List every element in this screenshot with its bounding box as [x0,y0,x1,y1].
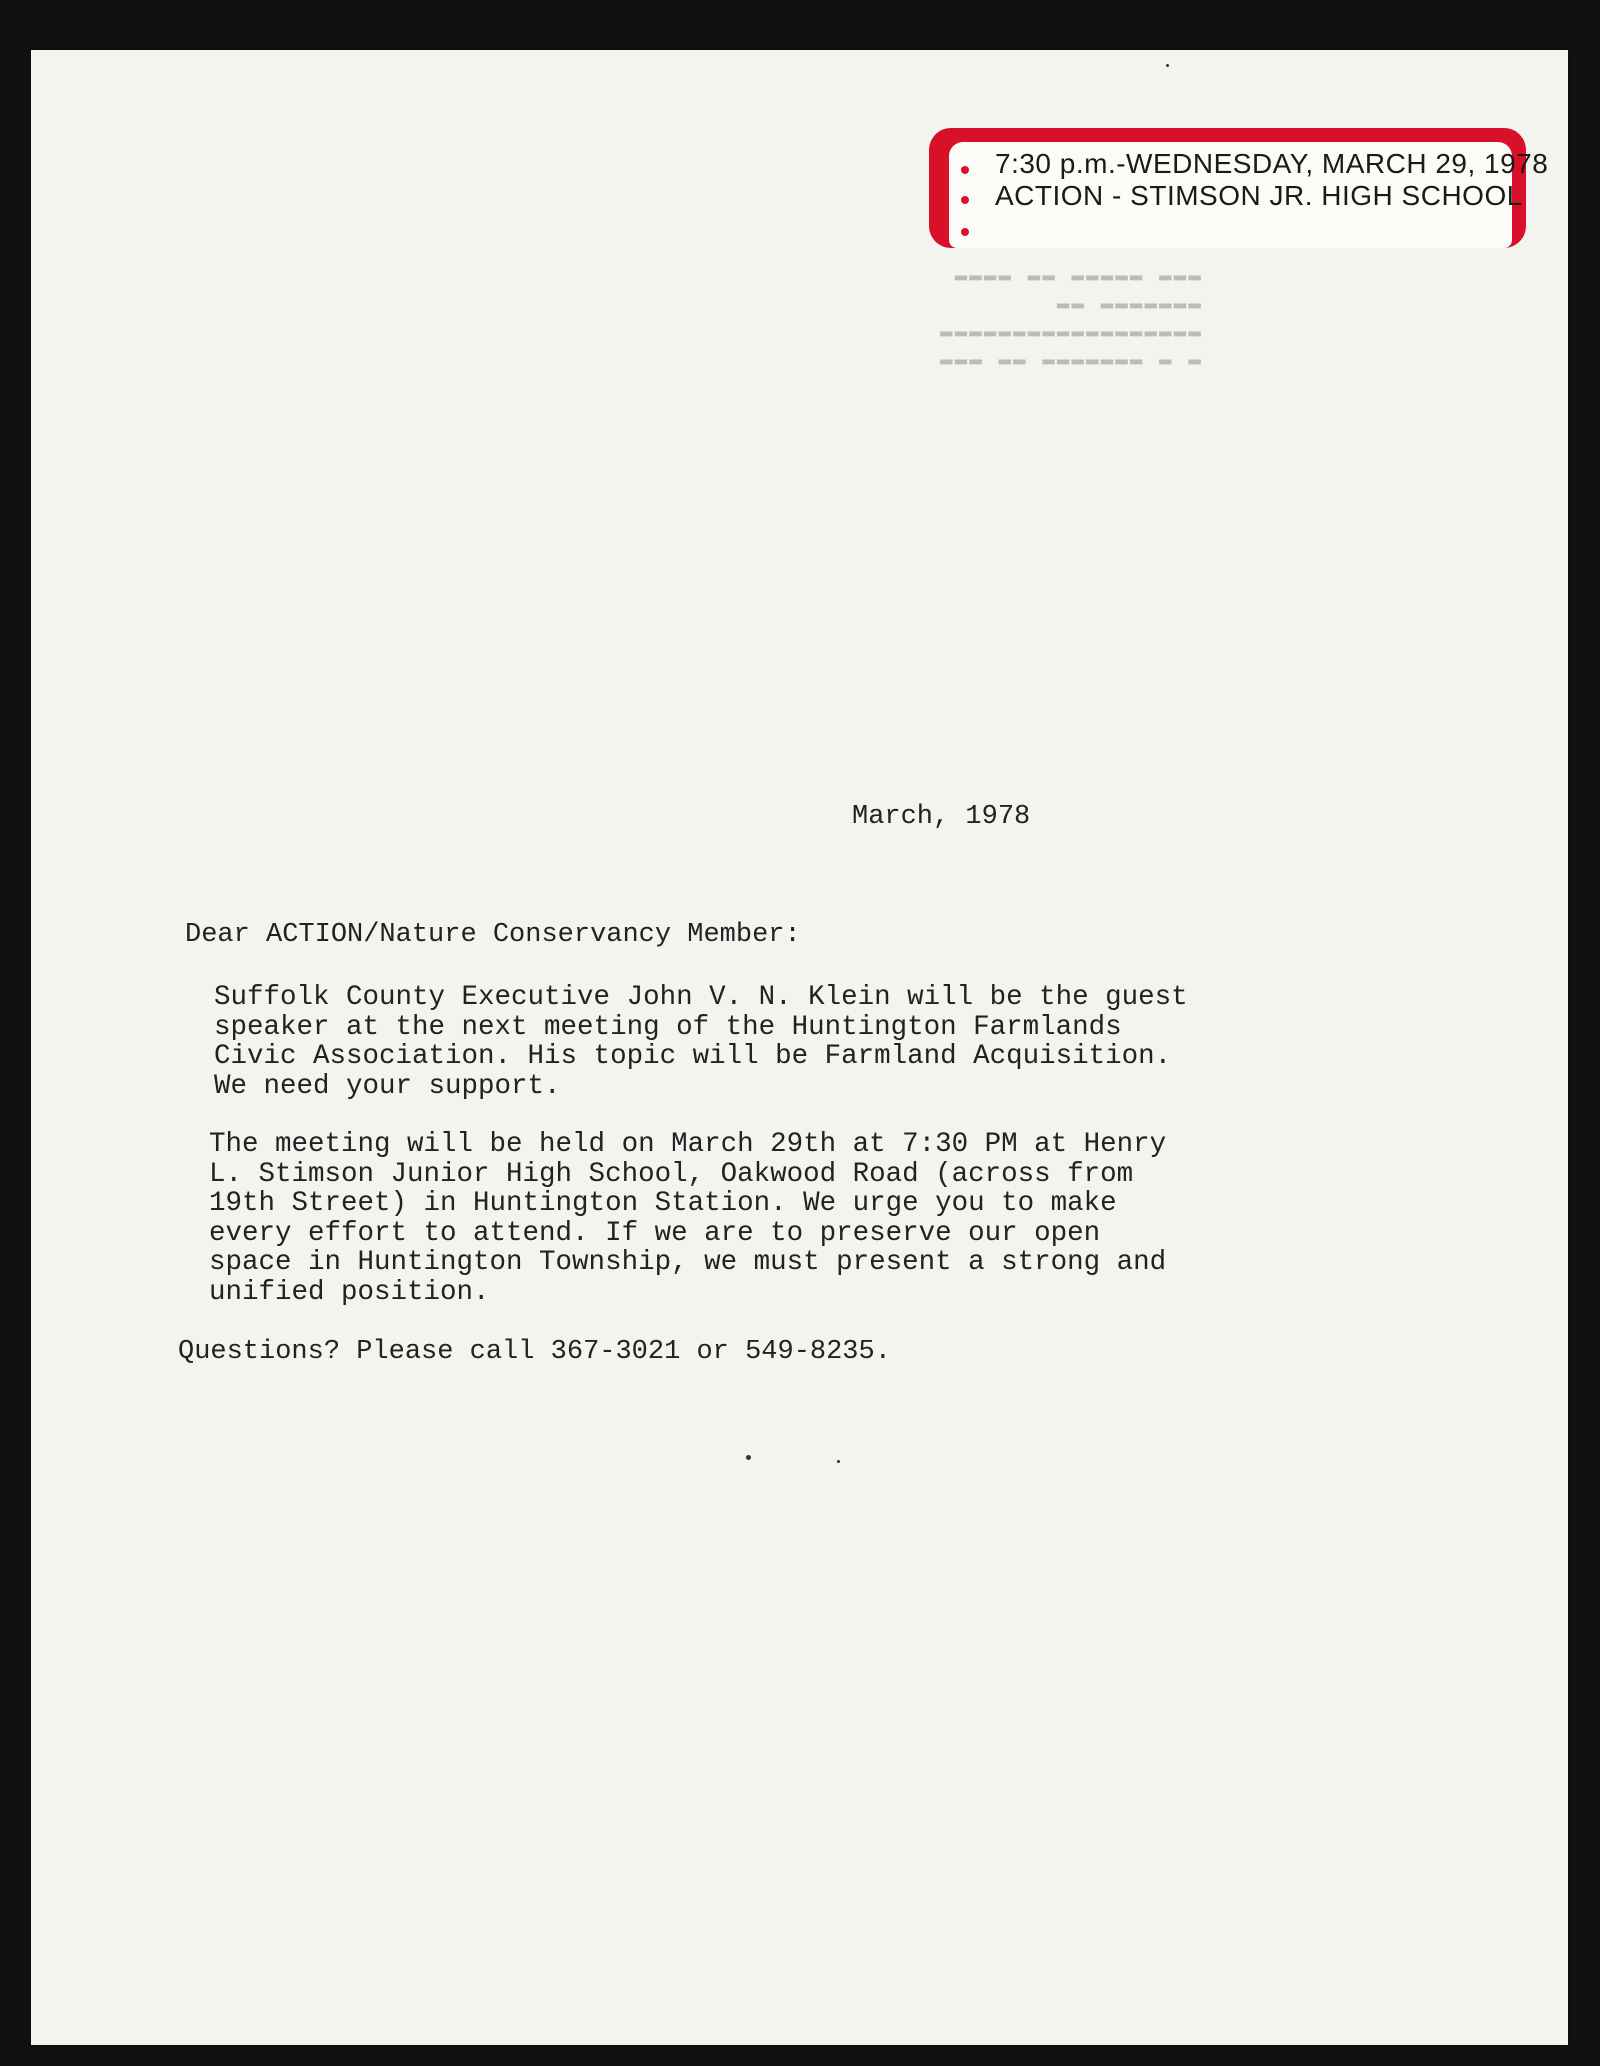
paragraph-line: L. Stimson Junior High School, Oakwood Road (across from [209,1158,1134,1190]
paper-speck [837,1460,840,1463]
paragraph-guest-speaker [214,983,1188,1101]
paragraph-line: 19th Street) in Huntington Station. We urge you to make [209,1188,1117,1219]
paragraph-line: every effort to attend. If we are to preserve our open [209,1217,1101,1249]
paragraph-line: The meeting will be held on March 29th at 7:30 PM at Henry [209,1129,1167,1160]
paper-speck [1166,64,1169,67]
label-meeting-time: 7:30 p.m.-WEDNESDAY, MARCH 29, 1978 [995,148,1549,179]
paragraph-line: We need your support. [214,1070,561,1102]
letter-salutation: Dear ACTION/Nature Conservancy Member: [185,920,801,950]
label-punch-dot [961,196,969,204]
label-punch-dot [961,228,969,236]
paragraph-line: Civic Association. His topic will be Farmland Acquisition. [214,1041,1172,1072]
paragraph-line: speaker at the next meeting of the Huntington Farmlands [214,1011,1122,1043]
show-through-text: ▬▬▬ ▬▬▬▬▬ ▬▬ ▬▬▬▬ ▬▬▬▬▬▬▬ ▬▬ ▬▬▬▬▬▬▬▬▬▬▬▬▬▬▬▬▬▬ ▬ ▬ ▬▬▬▬▬▬▬ ▬▬ ▬▬▬ [938,265,1201,372]
letter-date: March, 1978 [852,802,1031,832]
paragraph-line: unified position. [209,1276,490,1308]
letter-closing: Questions? Please call 367-3021 or 549-8235. [178,1337,891,1367]
label-punch-dot [961,166,969,174]
paper-speck [746,1455,751,1460]
label-meeting-place: ACTION - STIMSON JR. HIGH SCHOOL [995,180,1523,211]
mailing-label [929,128,1549,248]
paragraph-meeting-details [209,1130,1166,1307]
mailing-label-body [949,142,1549,248]
letter-page [31,50,1568,2045]
paragraph-line: Suffolk County Executive John V. N. Klein will be the guest [214,982,1188,1013]
paragraph-line: space in Huntington Township, we must present a strong and [209,1247,1167,1278]
